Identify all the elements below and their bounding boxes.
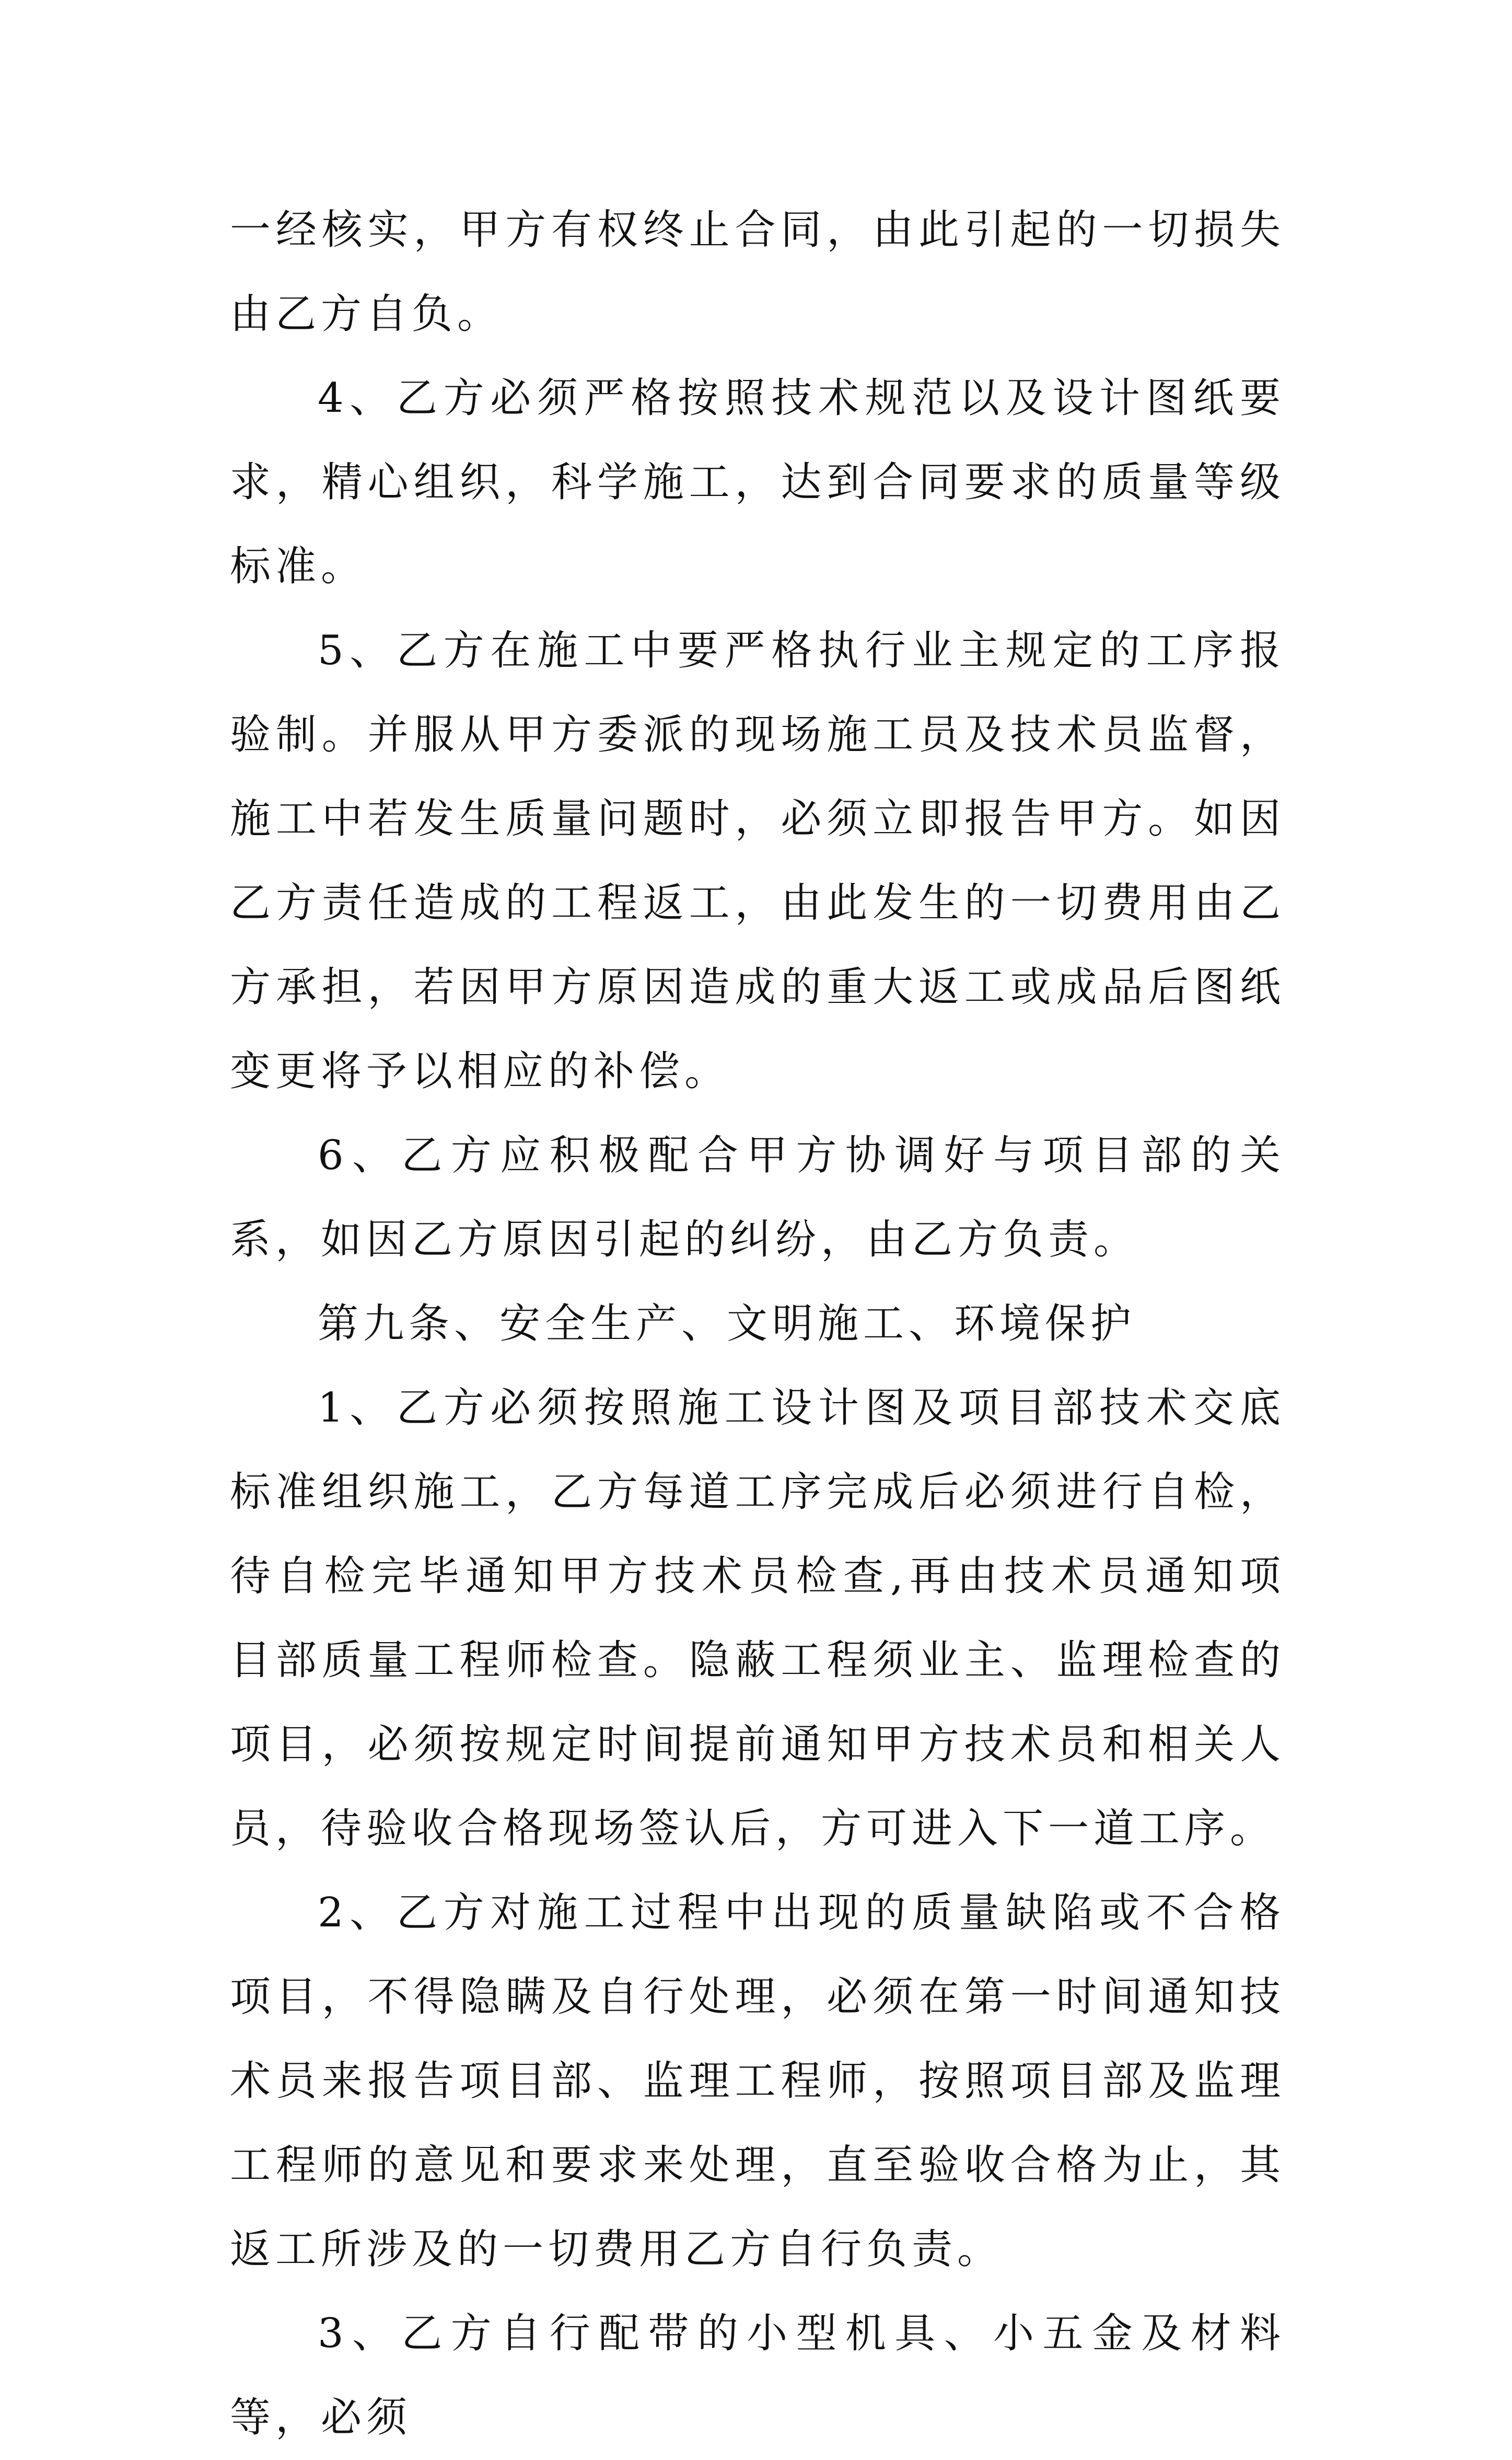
paragraph-safety-item-3: 3、乙方自行配带的小型机具、小五金及材料等，必须	[230, 2310, 1285, 2441]
document-body	[230, 188, 1285, 2460]
paragraph-continuation: 一经核实，甲方有权终止合同，由此引起的一切损失由乙方自负。	[230, 206, 1285, 338]
paragraph-safety-item-2: 2、乙方对施工过程中出现的质量缺陷或不合格项目，不得隐瞒及自行处理，必须在第一时间通知技术员来报告项目部、监理工程师，按照项目部及监理工程师的意见和要求来处理，直至验收合格为止，其返工所涉及的一切费用乙方自行负责。	[230, 1889, 1285, 2273]
paragraph-safety-item-1: 1、乙方必须按照施工设计图及项目部技术交底标准组织施工，乙方每道工序完成后必须进行自检，待自检完毕通知甲方技术员检查,再由技术员通知项目部质量工程师检查。隐蔽工程须业主、监理检查的项目，必须按规定时间提前通知甲方技术员和相关人员，待验收合格现场签认后，方可进入下一道工序。	[230, 1384, 1285, 1852]
paragraph-item-4: 4、乙方必须严格按照技术规范以及设计图纸要求，精心组织，科学施工，达到合同要求的质量等级标准。	[230, 375, 1285, 590]
section-heading-article-9: 第九条、安全生产、文明施工、环境保护	[318, 1300, 1136, 1347]
paragraph-item-5: 5、乙方在施工中要严格执行业主规定的工序报验制。并服从甲方委派的现场施工员及技术员监督，施工中若发生质量问题时，必须立即报告甲方。如因乙方责任造成的工程返工，由此发生的一切费用由乙方承担，若因甲方原因造成的重大返工或成品后图纸变更将予以相应的补偿。	[230, 627, 1285, 1095]
paragraph-item-6: 6、乙方应积极配合甲方协调好与项目部的关系，如因乙方原因引起的纠纷，由乙方负责。	[230, 1132, 1285, 1263]
